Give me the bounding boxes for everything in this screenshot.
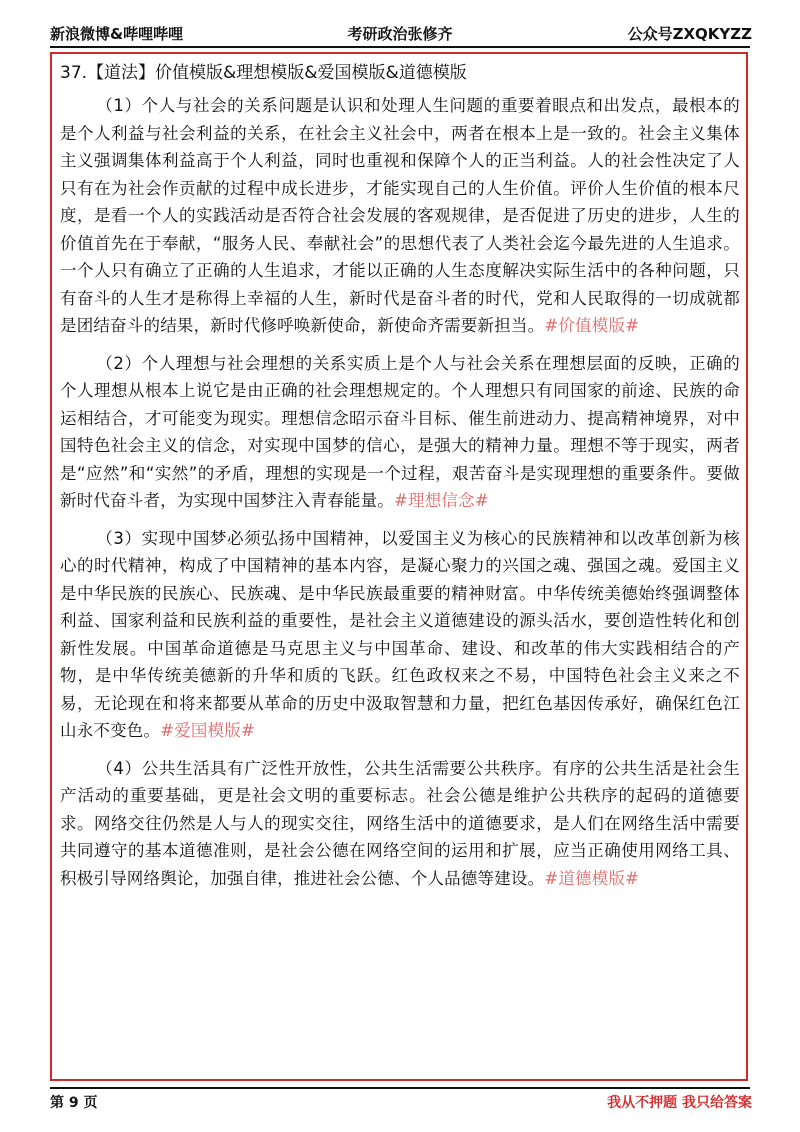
template-tag: #价值模版#	[544, 316, 640, 335]
template-tag: #理想信念#	[394, 491, 489, 510]
paragraph-text: （3）实现中国梦必须弘扬中国精神，以爱国主义为核心的民族精神和以改革创新为核心的时代精神，构成了中国精神的基本内容，是凝心聚力的兴国之魂、强国之魂。爱国主义是中华民族的民族心、民族魂、是中华民族最重要的精神财富。中华传统美德始终强调整体利益、国家利益和民族利益的重要性，是社会主义道德建设的源头活水，要创造性转化和创新性发展。中国革命道德是马克思主义与中国革命、建设、和改革的伟大实践相结合的产物，是中华传统美德新的升华和质的飞跃。红色政权来之不易，中国特色社会主义来之不易，无论现在和将来都要从革命的历史中汲取智慧和力量，把红色基因传承好，确保红色江山永不变色。	[60, 528, 740, 740]
template-tag: #道德模版#	[544, 868, 640, 888]
paragraph-text: （1）个人与社会的关系问题是认识和处理人生问题的重要着眼点和出发点，最根本的是个人利益与社会利益的关系，在社会主义社会中，两者在根本上是一致的。社会主义集体主义强调集体利益高于个人利益，同时也重视和保障个人的正当利益。人的社会性决定了人只有在为社会作贡献的过程中成长进步，才能实现自己的人生价值。评价人生价值的根本尺度，是看一个人的实践活动是否符合社会发展的客观规律，是否促进了历史的进步，人生的价值首先在于奉献，“服务人民、奉献社会”的思想代表了人类社会迄今最先进的人生追求。一个人只有确立了正确的人生追求，才能以正确的人生态度解决实际生活中的各种问题，只有奋斗的人生才是称得上幸福的人生，新时代是奋斗者的时代，党和人民取得的一切成就都是团结奋斗的结果，新时代修呼唤新使命，新使命齐需要新担当。	[60, 96, 740, 335]
paragraph-patriotism-template	[60, 525, 740, 745]
template-tag: #爱国模版#	[160, 721, 256, 740]
header-social-handle: 新浪微博&哔哩哔哩	[50, 25, 184, 43]
footer-divider	[50, 1087, 750, 1089]
paragraph-text: （4）公共生活具有广泛性开放性，公共生活需要公共秩序。有序的公共生活是社会生产活动的重要基础，更是社会文明的重要标志。社会公德是维护公共秩序的起码的道德要求。网络交往仍然是人与人的现实交往，网络生活中的道德要求，是人们在网络生活中需要共同遵守的基本道德准则，是社会公德在网络空间的运用和扩展，应当正确使用网络工具、积极引导网络舆论，加强自律，推进社会公德、个人品德等建设。	[60, 758, 740, 888]
paragraph-morality-template	[60, 755, 740, 893]
paragraph-text: （2）个人理想与社会理想的关系实质上是个人与社会关系在理想层面的反映，正确的个人理想从根本上说它是由正确的社会理想规定的。个人理想只有同国家的前途、民族的命运相结合，才可能变为现实。理想信念昭示奋斗目标、催生前进动力、提高精神境界，对中国特色社会主义的信念，对实现中国梦的信心，是强大的精神力量。理想不等于现实，两者是“应然”和“实然”的矛盾，理想的实现是一个过程，艰苦奋斗是实现理想的重要条件。要做新时代奋斗者，为实现中国梦注入青春能量。	[60, 353, 740, 510]
header-account-id: 公众号ZXQKYZZ	[627, 25, 752, 43]
header-divider	[50, 46, 750, 48]
page-header	[0, 0, 800, 44]
header-author: 考研政治张修齐	[347, 25, 453, 43]
paragraph-value-template	[60, 92, 740, 340]
question-title: 37.【道法】价值模版&理想模版&爱国模版&道德模版	[60, 63, 467, 83]
footer-slogan: 我从不押题 我只给答案	[607, 1095, 752, 1111]
document-body	[60, 60, 740, 902]
paragraph-ideal-template	[60, 350, 740, 515]
page-number: 第 9 页	[50, 1095, 98, 1111]
